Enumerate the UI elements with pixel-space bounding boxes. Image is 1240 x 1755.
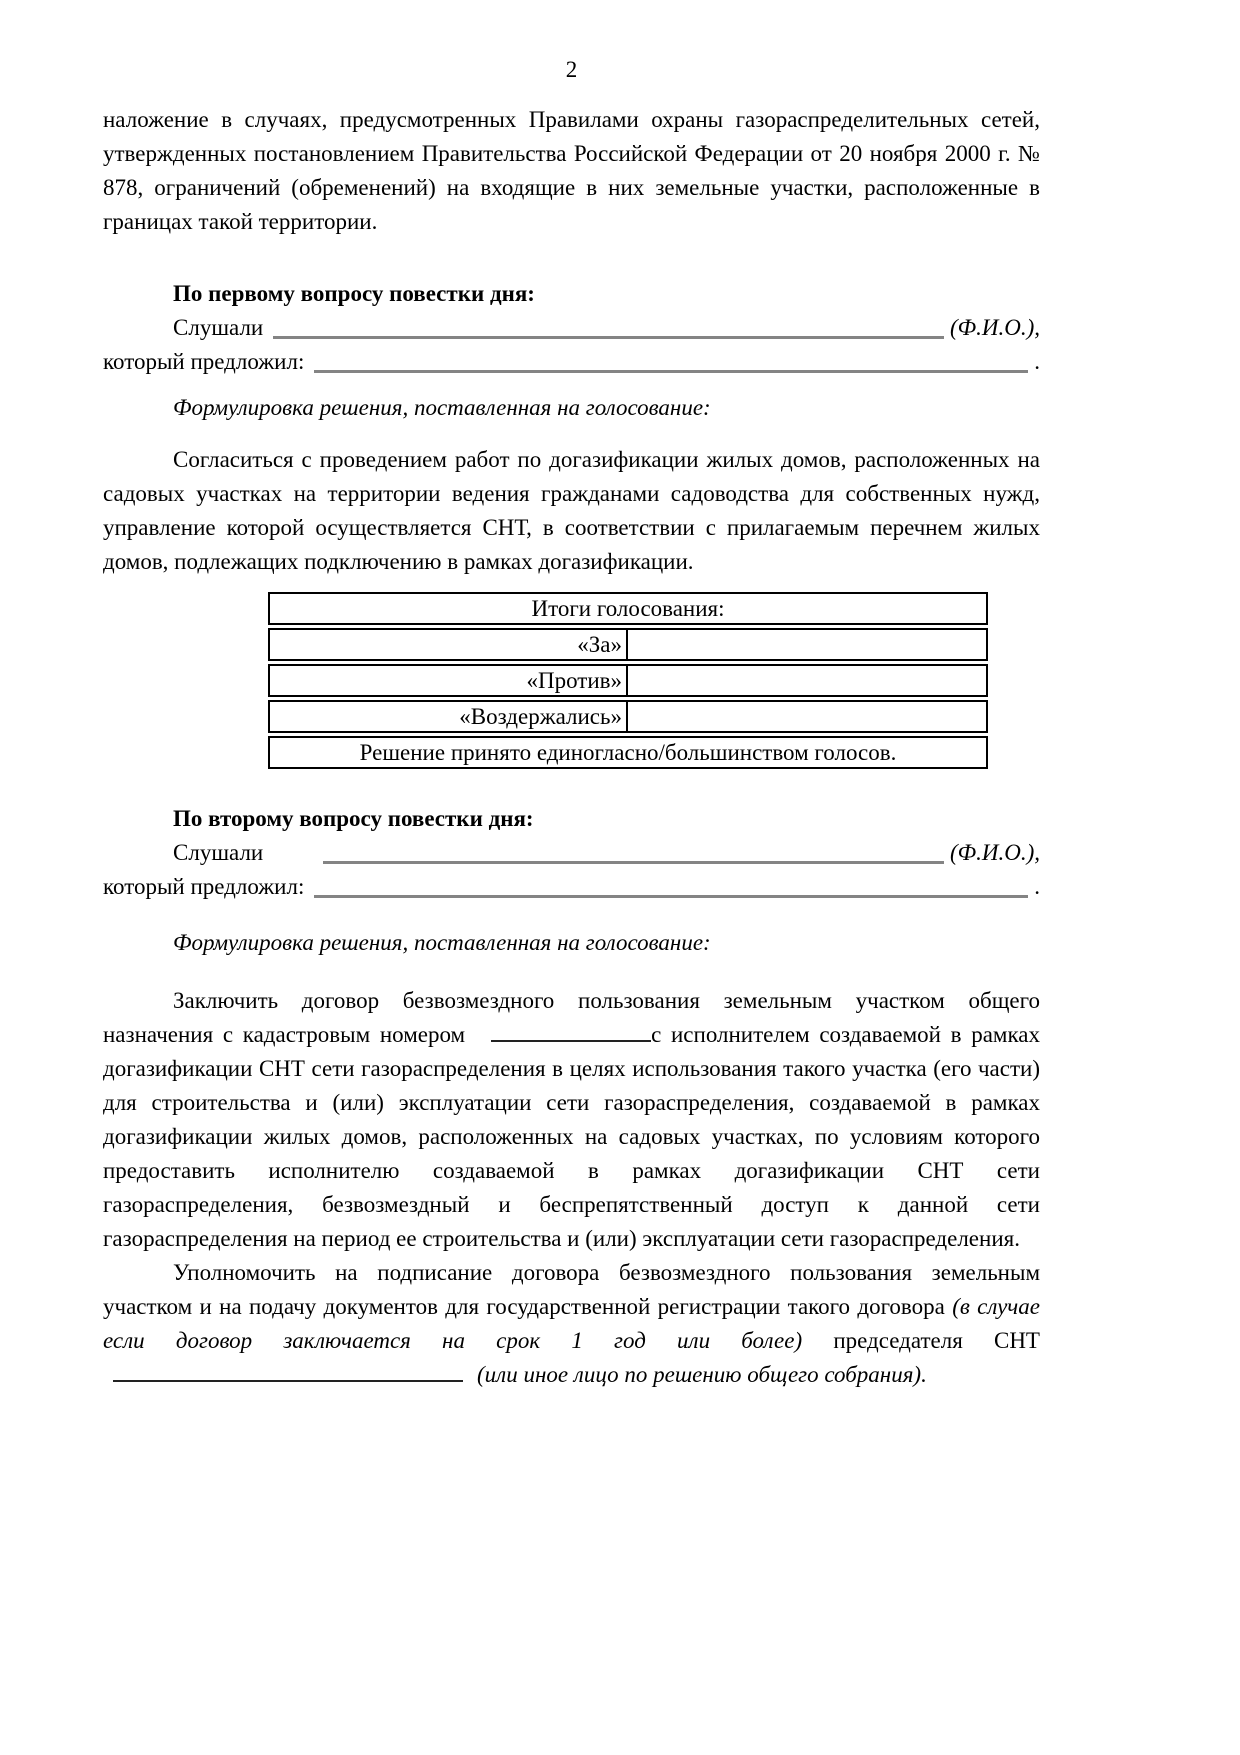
proposed-period-2: .	[1034, 874, 1040, 899]
voting-table-footer: Решение принято единогласно/большинством голосов.	[268, 736, 988, 769]
question2-proposed-line	[103, 870, 1040, 904]
vote-row-za	[268, 628, 988, 661]
authorize-italic-note-2: (или иное лицо по решению общего собрания).	[477, 1362, 927, 1387]
question1-resolution-paragraph: Согласиться с проведением работ по догазификации жилых домов, расположенных на садовых участках на территории ведения гражданами садоводства для собственных нужд, управление которой осуществляется СНТ, в соответствии с прилагаемым перечнем жилых домов, подлежащих подключению в рамках догазификации.	[103, 447, 1040, 574]
voting-table	[268, 589, 988, 772]
listened-blank-line-2	[323, 836, 944, 864]
question1-listened-line	[103, 311, 1040, 345]
vote-value-protiv	[628, 664, 988, 697]
proposed-period: .	[1034, 349, 1040, 374]
vote-value-vozderzhalis	[628, 700, 988, 733]
vote-value-za	[628, 628, 988, 661]
fio-note: (Ф.И.О.),	[949, 315, 1040, 340]
voting-table-footer-row	[268, 736, 988, 769]
question1-formulation-note: Формулировка решения, поставленная на голосование:	[173, 395, 711, 420]
listened-label: Слушали	[173, 315, 264, 340]
authorize-italic-note-1: (в случае если договор заключается на срок 1 год или более)	[103, 1294, 1040, 1353]
proposed-blank-line	[314, 345, 1028, 373]
intro-paragraph: наложение в случаях, предусмотренных Правилами охраны газораспределительных сетей, утвержденных постановлением Правительства Российской Федерации от 20 ноября 2000 г. № 878, ограничений (обременений) на входящие в них земельные участки, расположенные в границах такой территории.	[103, 107, 1040, 234]
proposed-label-2: который предложил:	[103, 874, 305, 899]
resolution-text-after-blank: с исполнителем создаваемой в рамках догазификации СНТ сети газораспределения в целях использования такого участка (его части) для строительства и (или) эксплуатации сети газораспределения, создаваемой в рамках догазификации жилых домов, расположенных на садовых участках, по условиям которого предоставить исполнителю создаваемой в рамках догазификации СНТ сети газораспределения, безвозмездный и беспрепятственный доступ к данной сети газораспределения на период ее строительства и (или) эксплуатации сети газораспределения.	[103, 1022, 1040, 1251]
question2-heading: По второму вопросу повестки дня:	[173, 806, 534, 831]
chairman-name-blank	[113, 1358, 463, 1382]
question2-authorize-paragraph	[103, 1256, 1040, 1392]
vote-row-protiv	[268, 664, 988, 697]
authorize-text-1: Уполномочить на подписание договора безвозмездного пользования земельным участком и на подачу документов для государственной регистрации такого договора	[103, 1260, 1040, 1319]
vote-label-vozderzhalis: «Воздержались»	[268, 700, 628, 733]
listened-blank-line	[273, 311, 944, 339]
question1-proposed-line	[103, 345, 1040, 379]
fio-note-2: (Ф.И.О.),	[949, 840, 1040, 865]
listened-label-2: Слушали	[173, 840, 264, 865]
vote-label-za: «За»	[268, 628, 628, 661]
page-number: 2	[565, 57, 578, 82]
proposed-blank-line-2	[314, 870, 1028, 898]
voting-table-header-row	[268, 592, 988, 625]
question1-heading: По первому вопросу повестки дня:	[173, 281, 535, 306]
authorize-text-2: председателя СНТ	[833, 1328, 1040, 1353]
resolution-text-before-blank: Заключить договор безвозмездного пользования земельным участком общего назначения с кадастровым номером	[103, 988, 1040, 1047]
proposed-label: который предложил:	[103, 349, 305, 374]
vote-label-protiv: «Против»	[268, 664, 628, 697]
voting-table-title: Итоги голосования:	[268, 592, 988, 625]
question2-formulation-note: Формулировка решения, поставленная на голосование:	[173, 930, 711, 955]
question2-resolution-paragraph	[103, 984, 1040, 1256]
vote-row-vozderzhalis	[268, 700, 988, 733]
question2-listened-line	[103, 836, 1040, 870]
cadastral-number-blank	[491, 1018, 651, 1042]
